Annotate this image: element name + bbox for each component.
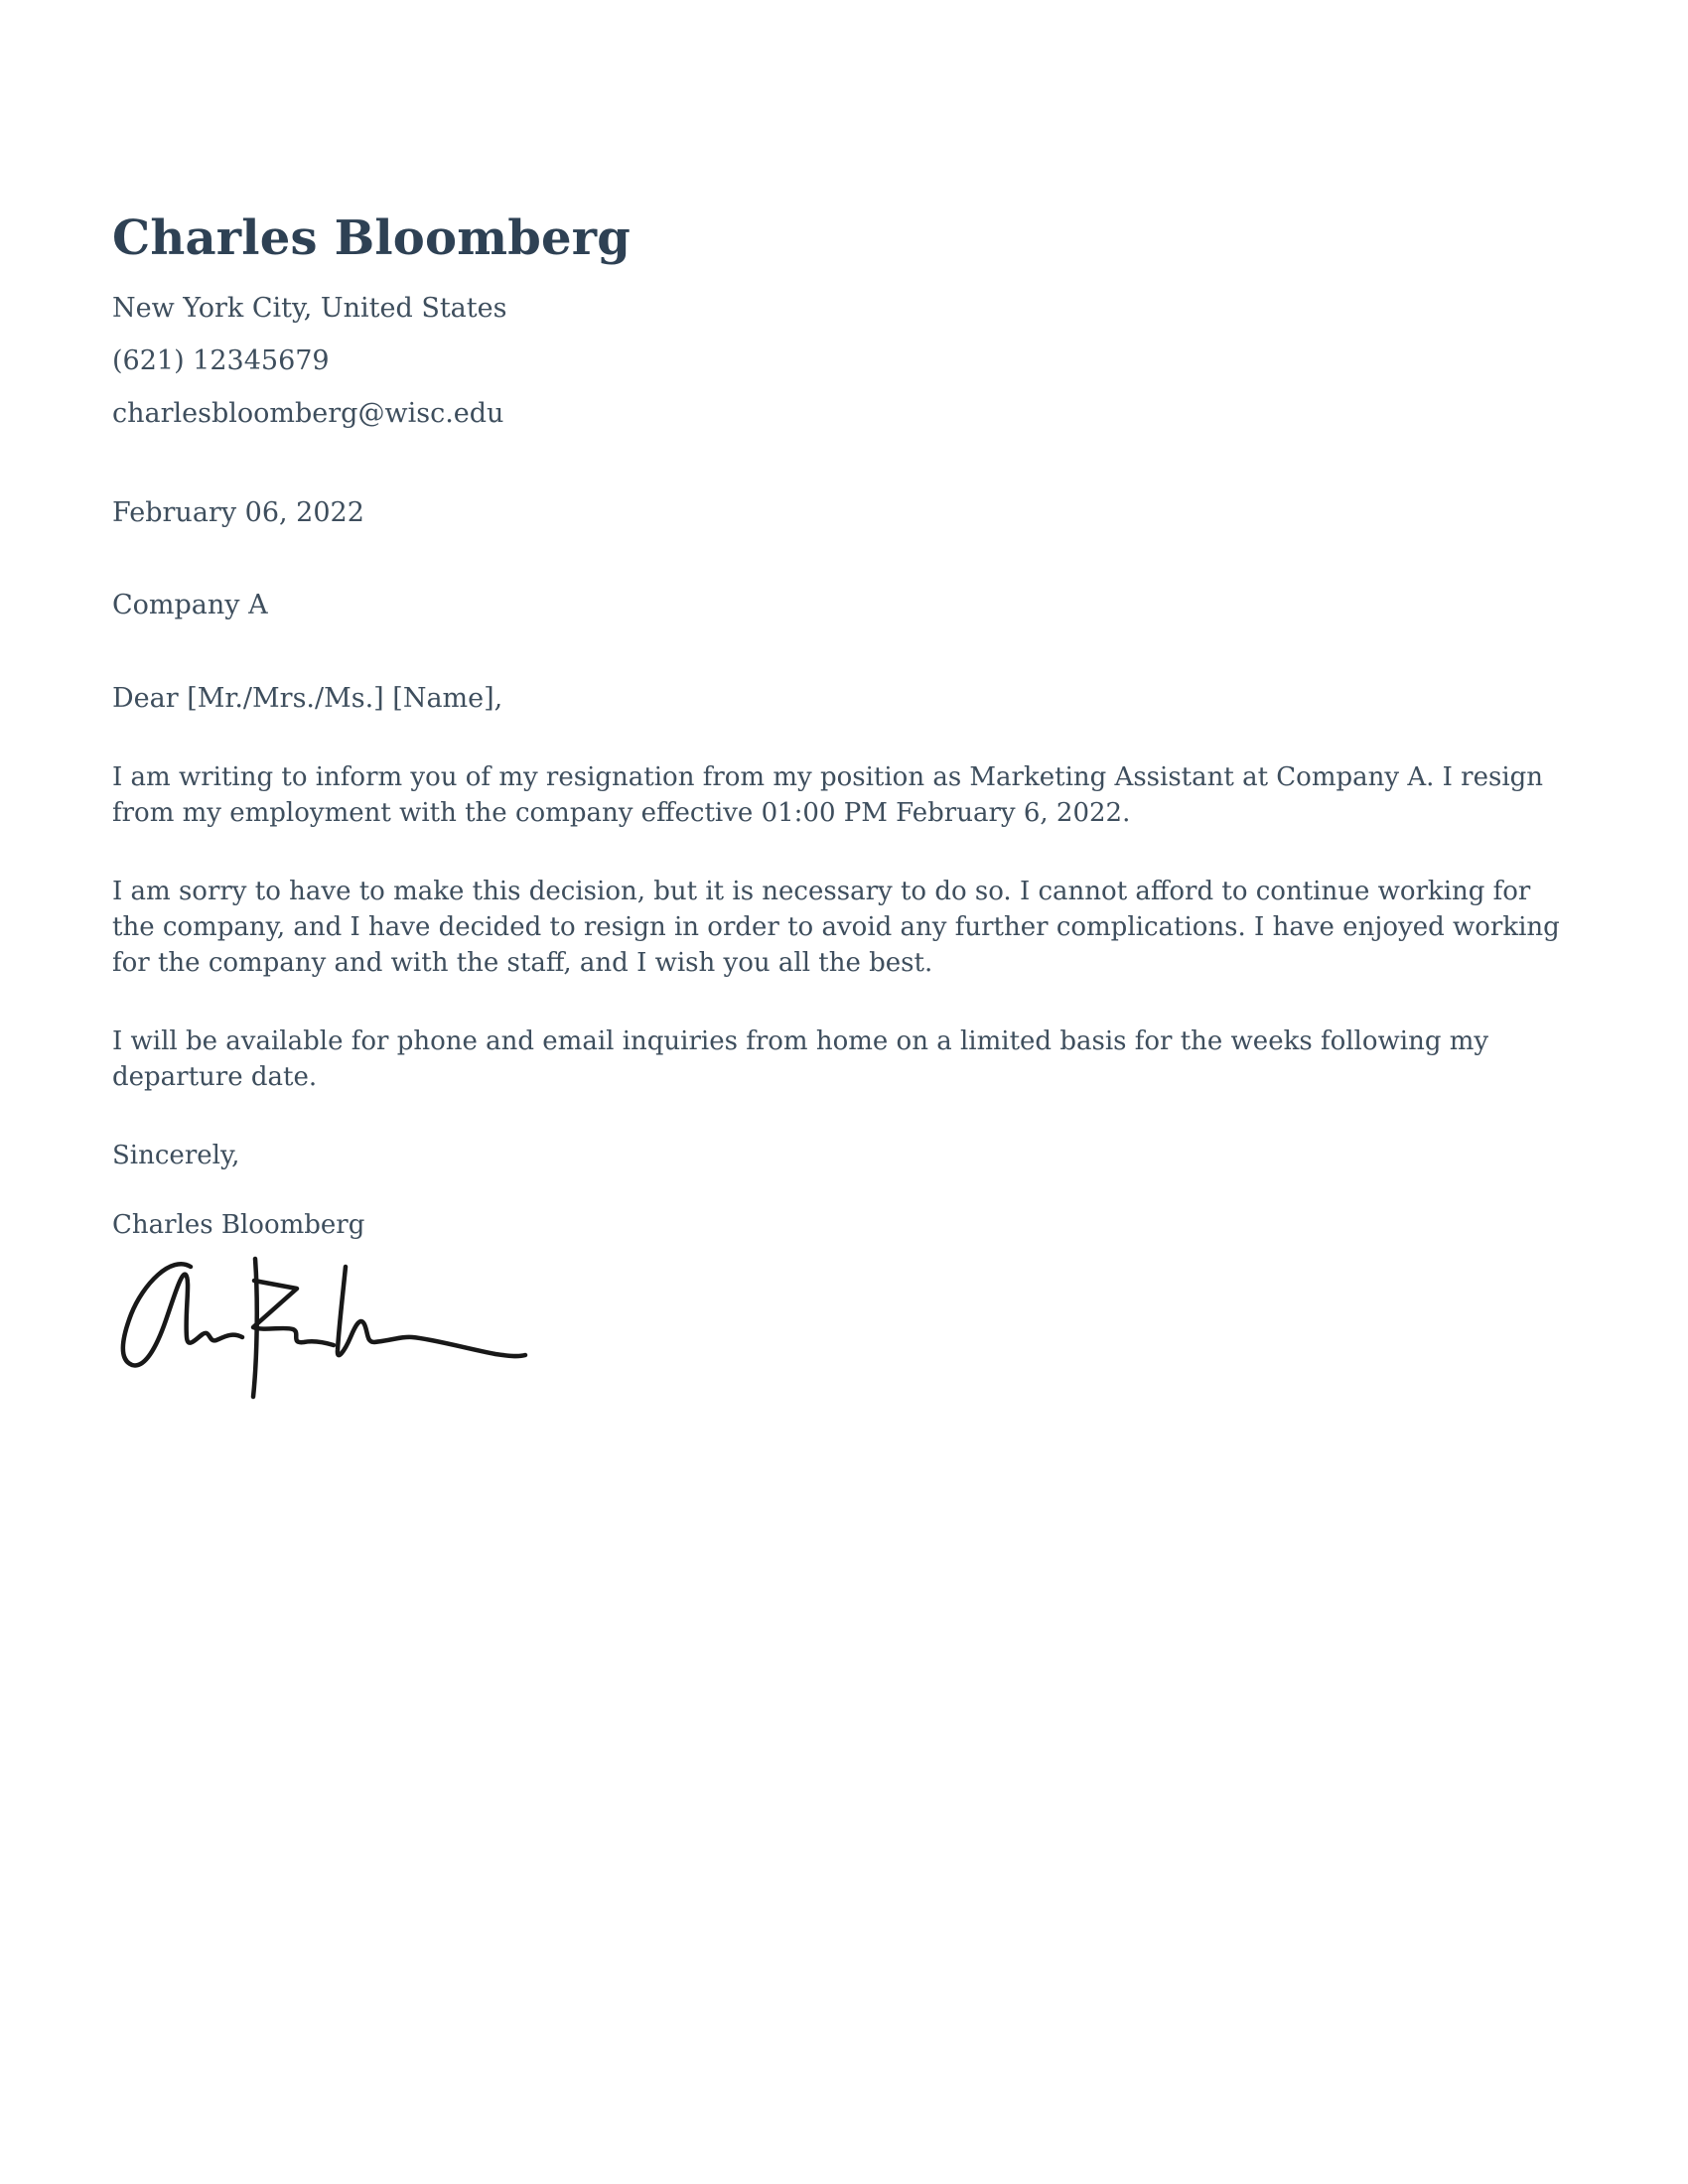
signature-name: Charles Bloomberg: [112, 1209, 365, 1240]
handwritten-signature: [95, 1255, 532, 1404]
signature-svg: [95, 1255, 532, 1404]
sender-contact-block: [112, 282, 1571, 440]
letter-date: February 06, 2022: [112, 496, 364, 528]
body-paragraph-2: I am sorry to have to make this decision, but it is necessary to do so. I cannot afford to continue working for the company, and I have decided to resign in order to avoid any further complications. I have enjoyed working for the company and with the staff, and I wish you all the best.: [112, 876, 1560, 978]
closing: Sincerely,: [112, 1140, 240, 1170]
body-paragraph-1: I am writing to inform you of my resignation from my position as Marketing Assistant at Company A. I resign from my employment with the company effective 01:00 PM February 6, 2022.: [112, 761, 1544, 828]
salutation: Dear [Mr./Mrs./Ms.] [Name],: [112, 682, 503, 714]
sender-location: New York City, United States: [112, 292, 507, 324]
recipient-name: Company A: [112, 589, 268, 620]
sender-email: charlesbloomberg@wisc.edu: [112, 397, 504, 429]
body-paragraph-3: I will be available for phone and email inquiries from home on a limited basis for the weeks following my departure date.: [112, 1025, 1489, 1092]
sender-phone: (621) 12345679: [112, 344, 330, 376]
sender-name-heading: Charles Bloomberg: [112, 210, 631, 266]
